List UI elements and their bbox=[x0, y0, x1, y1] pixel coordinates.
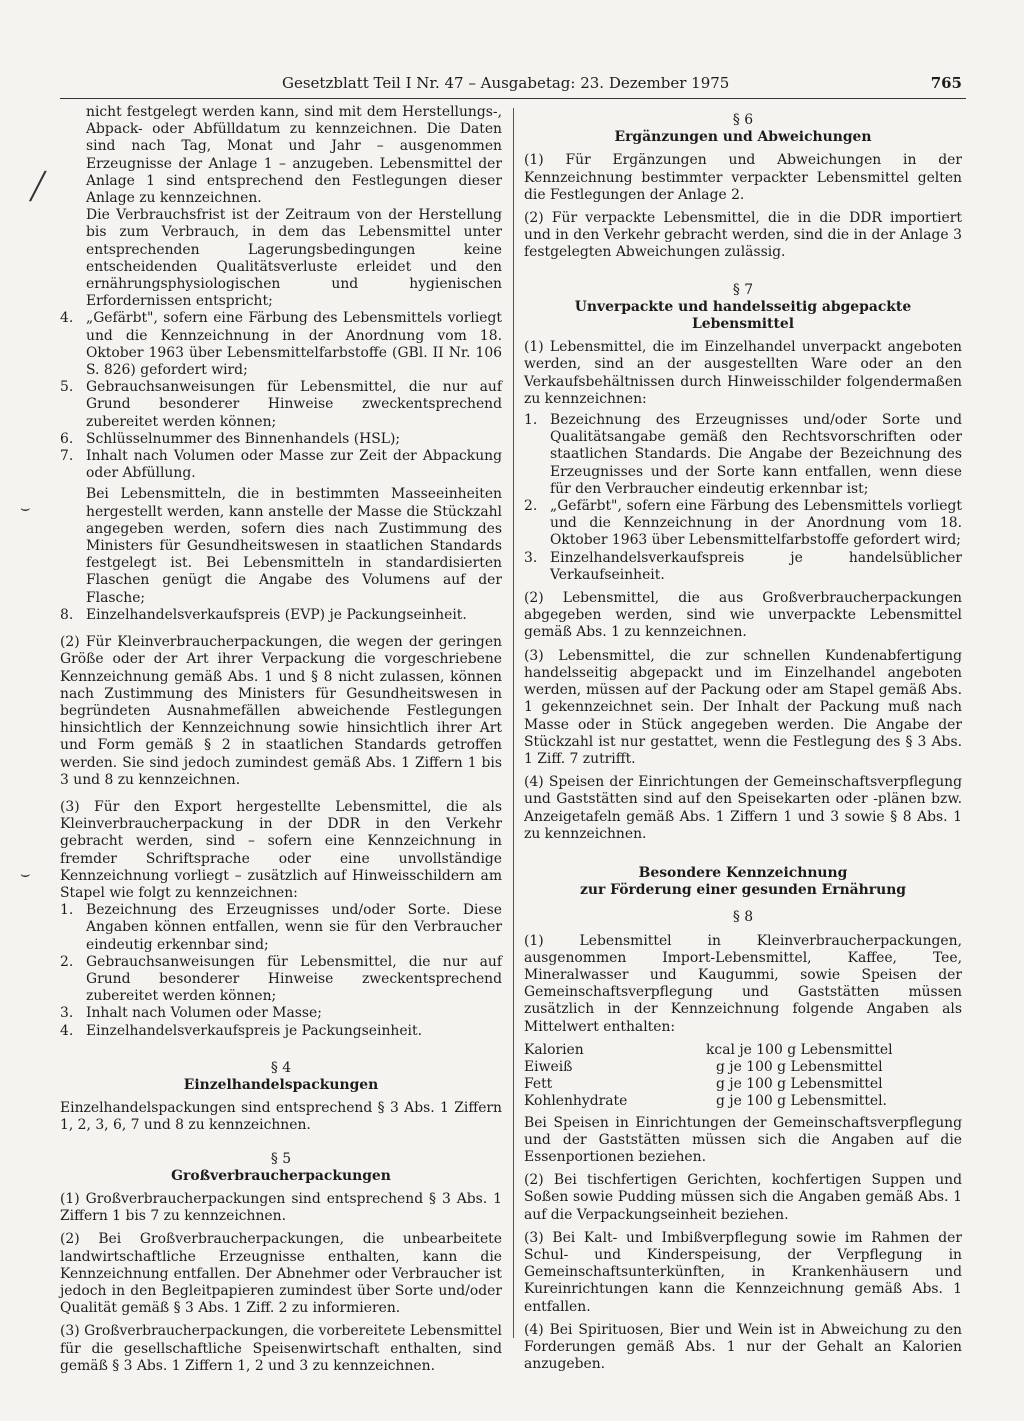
list-number: 8. bbox=[60, 606, 74, 623]
list-item bbox=[60, 448, 502, 482]
list-text: „Gefärbt", sofern eine Färbung des Lebensmittels vorliegt und die Kennzeichnung in der Anordnung vom 18. Oktober 1963 über Lebensmittelfarbstoffe gefordert wird; bbox=[550, 498, 962, 549]
section-number: § 8 bbox=[732, 909, 754, 926]
paragraph: (1) Großverbraucherpackungen sind entsprechend § 3 Abs. 1 Ziffern 1 bis 7 zu kennzeichnen. bbox=[60, 1190, 502, 1225]
page-header bbox=[60, 68, 966, 99]
nutrient-unit: g je 100 g Lebensmittel. bbox=[716, 1093, 887, 1110]
right-column bbox=[524, 104, 962, 1373]
nutrient-unit: kcal je 100 g Lebensmittel bbox=[706, 1041, 893, 1058]
list-text: Bezeichnung des Erzeugnisses und/oder Sorte. Diese Angaben können entfallen, wenn sie für den Verbraucher eindeutig erkennbar sind; bbox=[86, 902, 502, 953]
list-text: Gebrauchsanweisungen für Lebensmittel, die nur auf Grund besonderer Hinweise zweckentsprechend zubereitet werden können; bbox=[86, 953, 502, 1005]
list-number: 1. bbox=[524, 412, 538, 429]
section-heading: Besondere Kennzeichnung bbox=[638, 864, 848, 881]
section-title: Einzelhandelspackungen bbox=[183, 1076, 379, 1093]
paragraph: (1) Lebensmittel, die im Einzelhandel unverpackt angeboten werden, sind an der ausgestellten Ware oder an den Verkaufsbehältnissen durch Hinweisschilder folgendermaßen zu kennzeichnen: bbox=[524, 339, 962, 407]
table-row bbox=[524, 1093, 893, 1110]
paragraph: (3) Großverbraucherpackungen, die vorbereitete Lebensmittel für die gesellschaftliche Speisenwirtschaft enthalten, sind gemäß § 3 Abs. 1 Ziffern 1, 2 und 3 zu kennzeichnen. bbox=[60, 1323, 503, 1374]
list-item bbox=[60, 310, 502, 379]
paragraph: (3) Bei Kalt- und Imbißverpflegung sowie im Rahmen der Schul- und Kinderspeisung, der Verpflegung in Gemeinschaftsunterkünften, in Krankenhäusern und Kureinrichtungen kann die Kennzeichnung gemäß Abs. 1 entfallen. bbox=[524, 1229, 962, 1315]
list-item bbox=[60, 379, 502, 431]
section-number: § 7 bbox=[732, 281, 754, 298]
margin-check-mark: ⌣ bbox=[20, 864, 31, 883]
list-item bbox=[524, 412, 962, 498]
list-number: 5. bbox=[60, 379, 74, 396]
list-item bbox=[60, 1005, 502, 1022]
list-item bbox=[60, 607, 502, 624]
list-number: 2. bbox=[524, 498, 538, 515]
list-text: Inhalt nach Volumen oder Masse zur Zeit der Abpackung oder Abfüllung. bbox=[86, 448, 502, 482]
nutrient-label: Kohlenhydrate bbox=[524, 1093, 628, 1110]
margin-check-mark: ⌣ bbox=[20, 498, 31, 517]
gazette-title: Gesetzblatt Teil I Nr. 47 – Ausgabetag: 23. Dezember 1975 bbox=[282, 74, 730, 92]
list-text: Inhalt nach Volumen oder Masse; bbox=[86, 1005, 322, 1022]
nutrient-label: Fett bbox=[524, 1076, 553, 1093]
paragraph: Bei Lebensmitteln, die in bestimmten Masseeinheiten hergestellt werden, kann anstelle der Masse die Stückzahl angegeben werden, sofern dies nach Zustimmung des Ministers für Gesundheitswesen in staatlichen Standards festgelegt ist. Bei Lebensmitteln in standardisierten Flaschen genügt die Angabe des Volumens auf der Flasche; bbox=[86, 486, 502, 606]
list-text: Einzelhandelsverkaufspreis (EVP) je Packungseinheit. bbox=[86, 606, 467, 623]
paragraph: (2) Lebensmittel, die aus Großverbraucherpackungen abgegeben werden, sind wie unverpackte Lebensmittel gemäß Abs. 1 zu kennzeichnen. bbox=[524, 590, 962, 641]
nutrient-label: Eiweiß bbox=[524, 1058, 573, 1075]
list-item bbox=[60, 1023, 502, 1040]
table-row bbox=[524, 1076, 893, 1093]
list-item bbox=[60, 954, 502, 1006]
paragraph: (4) Bei Spirituosen, Bier und Wein ist in Abweichung zu den Forderungen gemäß Abs. 1 nur der Gehalt an Kalorien anzugeben. bbox=[524, 1321, 962, 1373]
nutrition-table bbox=[524, 1042, 893, 1111]
list-number: 2. bbox=[60, 953, 74, 970]
list-item bbox=[60, 902, 502, 954]
list-text: Einzelhandelsverkaufspreis je handelsüblicher Verkaufseinheit. bbox=[550, 549, 962, 583]
left-column bbox=[60, 104, 502, 1375]
paragraph: Die Verbrauchsfrist ist der Zeitraum von der Herstellung bis zum Verbrauch, in dem das Lebensmittel unter entsprechenden Lagerungsbedingungen keine entscheidenden Qualitätsverluste erleidet und den ernährungsphysiologischen und hygienischen Erfordernissen entspricht; bbox=[86, 207, 502, 310]
list-text: Schlüsselnummer des Binnenhandels (HSL); bbox=[86, 430, 401, 447]
list-number: 3. bbox=[60, 1005, 74, 1022]
margin-pen-mark: ╱ bbox=[30, 172, 46, 202]
nutrient-label: Kalorien bbox=[524, 1041, 584, 1058]
table-row bbox=[524, 1042, 893, 1059]
list-number: 4. bbox=[60, 1022, 74, 1039]
list-item bbox=[524, 550, 962, 584]
list-number: 7. bbox=[60, 448, 74, 465]
paragraph: (2) Für verpackte Lebensmittel, die in die DDR importiert und in den Verkehr gebracht werden, sind die in der Anlage 3 festgelegten Abweichungen zulässig. bbox=[524, 210, 962, 261]
paragraph: Einzelhandelspackungen sind entsprechend § 3 Abs. 1 Ziffern 1, 2, 3, 6, 7 und 8 zu kennzeichnen. bbox=[60, 1100, 502, 1134]
section-title: Unverpackte und handelsseitig abgepackte Lebensmittel bbox=[574, 298, 912, 333]
list-number: 1. bbox=[60, 902, 74, 919]
paragraph: nicht festgelegt werden kann, sind mit dem Herstellungs-, Abpack- oder Abfülldatum zu kennzeichnen. Die Daten sind nach Tag, Monat und Jahr – ausgenommen Erzeugnisse der Anlage 1 – anzugeben. Lebensmittel der Anlage 1 sind entsprechend den Festlegungen dieser Anlage zu kennzeichnen. bbox=[86, 104, 502, 207]
paragraph: (2) Bei tischfertigen Gerichten, kochfertigen Suppen und Soßen sowie Pudding müssen sich die Angaben gemäß Abs. 1 auf die Verpackungseinheit beziehen. bbox=[524, 1172, 962, 1223]
list-text: Bezeichnung des Erzeugnisses und/oder Sorte und Qualitätsangabe gemäß den Rechtsvorschriften oder staatlichen Standards. Die Angabe der Bezeichnung des Erzeugnisses und der Sorte kann entfallen, wenn diese für den Verbraucher eindeutig erkennbar ist; bbox=[550, 412, 962, 497]
section-heading: zur Förderung einer gesunden Ernährung bbox=[579, 882, 907, 899]
page-number: 765 bbox=[930, 74, 962, 92]
nutrient-unit: g je 100 g Lebensmittel bbox=[716, 1058, 883, 1075]
section-title: Großverbraucherpackungen bbox=[171, 1167, 391, 1184]
section-title: Ergänzungen und Abweichungen bbox=[614, 129, 872, 146]
list-number: 6. bbox=[60, 430, 74, 447]
paragraph: Bei Speisen in Einrichtungen der Gemeinschaftsverpflegung und der Gaststätten müssen sich die Angaben auf die Essenportionen beziehen. bbox=[524, 1114, 962, 1165]
list-item bbox=[524, 498, 962, 550]
paragraph: (1) Für Ergänzungen und Abweichungen in der Kennzeichnung bestimmter verpackter Lebensmittel gelten die Festlegungen der Anlage 2. bbox=[524, 152, 962, 203]
list-number: 4. bbox=[60, 310, 74, 327]
column-divider bbox=[513, 108, 514, 1338]
paragraph: (2) Für Kleinverbraucherpackungen, die wegen der geringen Größe oder der Art ihrer Verpackung die vorgeschriebene Kennzeichnung gemäß Abs. 1 und § 8 nicht zulassen, können nach Zustimmung des Ministers für Gesundheitswesen in begründeten Ausnahmefällen abweichende Festlegungen hinsichtlich der Kennzeichnung sowie hinsichtlich ihrer Art und Form gemäß § 2 in staatlichen Standards getroffen werden. Sie sind jedoch zumindest gemäß Abs. 1 Ziffern 1 bis 3 und 8 zu kennzeichnen. bbox=[60, 634, 502, 788]
list-text: Einzelhandelsverkaufspreis je Packungseinheit. bbox=[86, 1022, 422, 1039]
paragraph: (3) Für den Export hergestellte Lebensmittel, die als Kleinverbraucherpackung in der DDR in den Verkehr gebracht werden, sind – sofern eine Kennzeichnung in fremder Schriftsprache oder eine unvollständige Kennzeichnung vorliegt – zusätzlich auf Hinweisschildern am Stapel wie folgt zu kennzeichnen: bbox=[60, 798, 502, 901]
section-number: § 6 bbox=[732, 112, 754, 128]
list-item bbox=[60, 431, 502, 448]
list-text: Gebrauchsanweisungen für Lebensmittel, die nur auf Grund besonderer Hinweise zweckentsprechend zubereitet werden können; bbox=[86, 379, 502, 430]
paragraph: (2) Bei Großverbraucherpackungen, die unbearbeitete landwirtschaftliche Erzeugnisse enthalten, kann die Kennzeichnung entfallen. Der Abnehmer oder Verbraucher ist jedoch in den Begleitpapieren zumindest über Sorte und/oder Qualität gemäß § 3 Abs. 1 Ziff. 2 zu informieren. bbox=[60, 1231, 502, 1317]
section-number: § 5 bbox=[270, 1150, 292, 1167]
section-number: § 4 bbox=[270, 1059, 292, 1076]
nutrient-unit: g je 100 g Lebensmittel bbox=[716, 1076, 883, 1093]
paragraph: (1) Lebensmittel in Kleinverbraucherpackungen, ausgenommen Import-Lebensmittel, Kaffee, Tee, Mineralwasser und Kaugummi, sowie Speisen der Gemeinschaftsverpflegung und Gaststätten müssen zusätzlich in der Kennzeichnung folgende Angaben als Mittelwert enthalten: bbox=[524, 932, 962, 1035]
list-text: „Gefärbt", sofern eine Färbung des Lebensmittels vorliegt und die Kennzeichnung in der Anordnung vom 18. Oktober 1963 über Lebensmittelfarbstoffe (GBl. II Nr. 106 S. 826) gefordert wird; bbox=[86, 310, 502, 379]
paragraph: (4) Speisen der Einrichtungen der Gemeinschaftsverpflegung und Gaststätten sind auf den Speisekarten oder -plänen bzw. Anzeigetafeln gemäß Abs. 1 Ziffern 1 und 3 sowie § 8 Abs. 1 zu kennzeichnen. bbox=[524, 774, 962, 842]
list-number: 3. bbox=[524, 549, 538, 566]
paragraph: (3) Lebensmittel, die zur schnellen Kundenabfertigung handelsseitig abgepackt und im Einzelhandel angeboten werden, müssen auf der Packung oder am Stapel gemäß Abs. 1 gekennzeichnet sein. Der Inhalt der Packung muß nach Masse oder in Stück angegeben werden. Die Angabe der Stückzahl ist nur gestattet, wenn die Festlegung des § 3 Abs. 1 Ziff. 7 zutrifft. bbox=[524, 647, 962, 767]
table-row bbox=[524, 1059, 893, 1076]
